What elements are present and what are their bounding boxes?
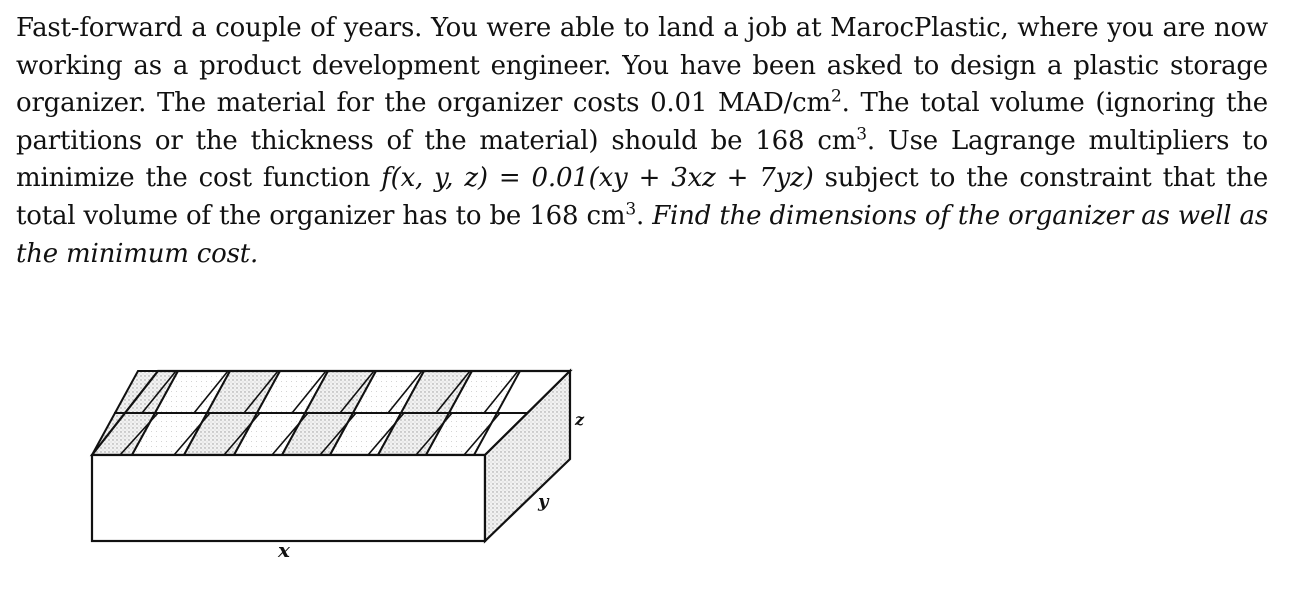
dimension-label-y: y <box>538 491 549 512</box>
superscript-volume: 3 <box>856 124 867 145</box>
superscript-area: 2 <box>831 86 842 107</box>
problem-task: Find the dimensions of the organizer as well as the minimum cost. <box>16 200 1269 269</box>
problem-separator: . <box>635 200 653 231</box>
cost-function: f(x, y, z) = 0.01(xy + 3xz + 7yz) <box>381 163 814 194</box>
problem-intro: Fast-forward a couple of years. You were able to land a job at MarocPlastic, where you are now working as a product development engineer. You have been asked to design a plastic storage organizer. The material for the organizer costs 0.01 MAD/cm <box>16 13 1268 119</box>
front-face <box>92 455 485 541</box>
problem-statement <box>16 10 1268 273</box>
dimension-label-x: x <box>278 538 290 562</box>
problem-constraint-text: subject to the constraint that the total volume of the organizer has to be 168 cm <box>16 163 1269 231</box>
organizer-figure <box>80 355 600 580</box>
problem-method-text: . Use Lagrange multipliers to minimize the cost function <box>16 125 1268 194</box>
superscript-constraint: 3 <box>625 199 636 220</box>
problem-volume-text: . The total volume (ignoring the partitions or the thickness of the material) should be 168 cm <box>16 88 1268 156</box>
dimension-label-z: z <box>575 410 585 429</box>
organizer-drawing <box>80 355 600 580</box>
